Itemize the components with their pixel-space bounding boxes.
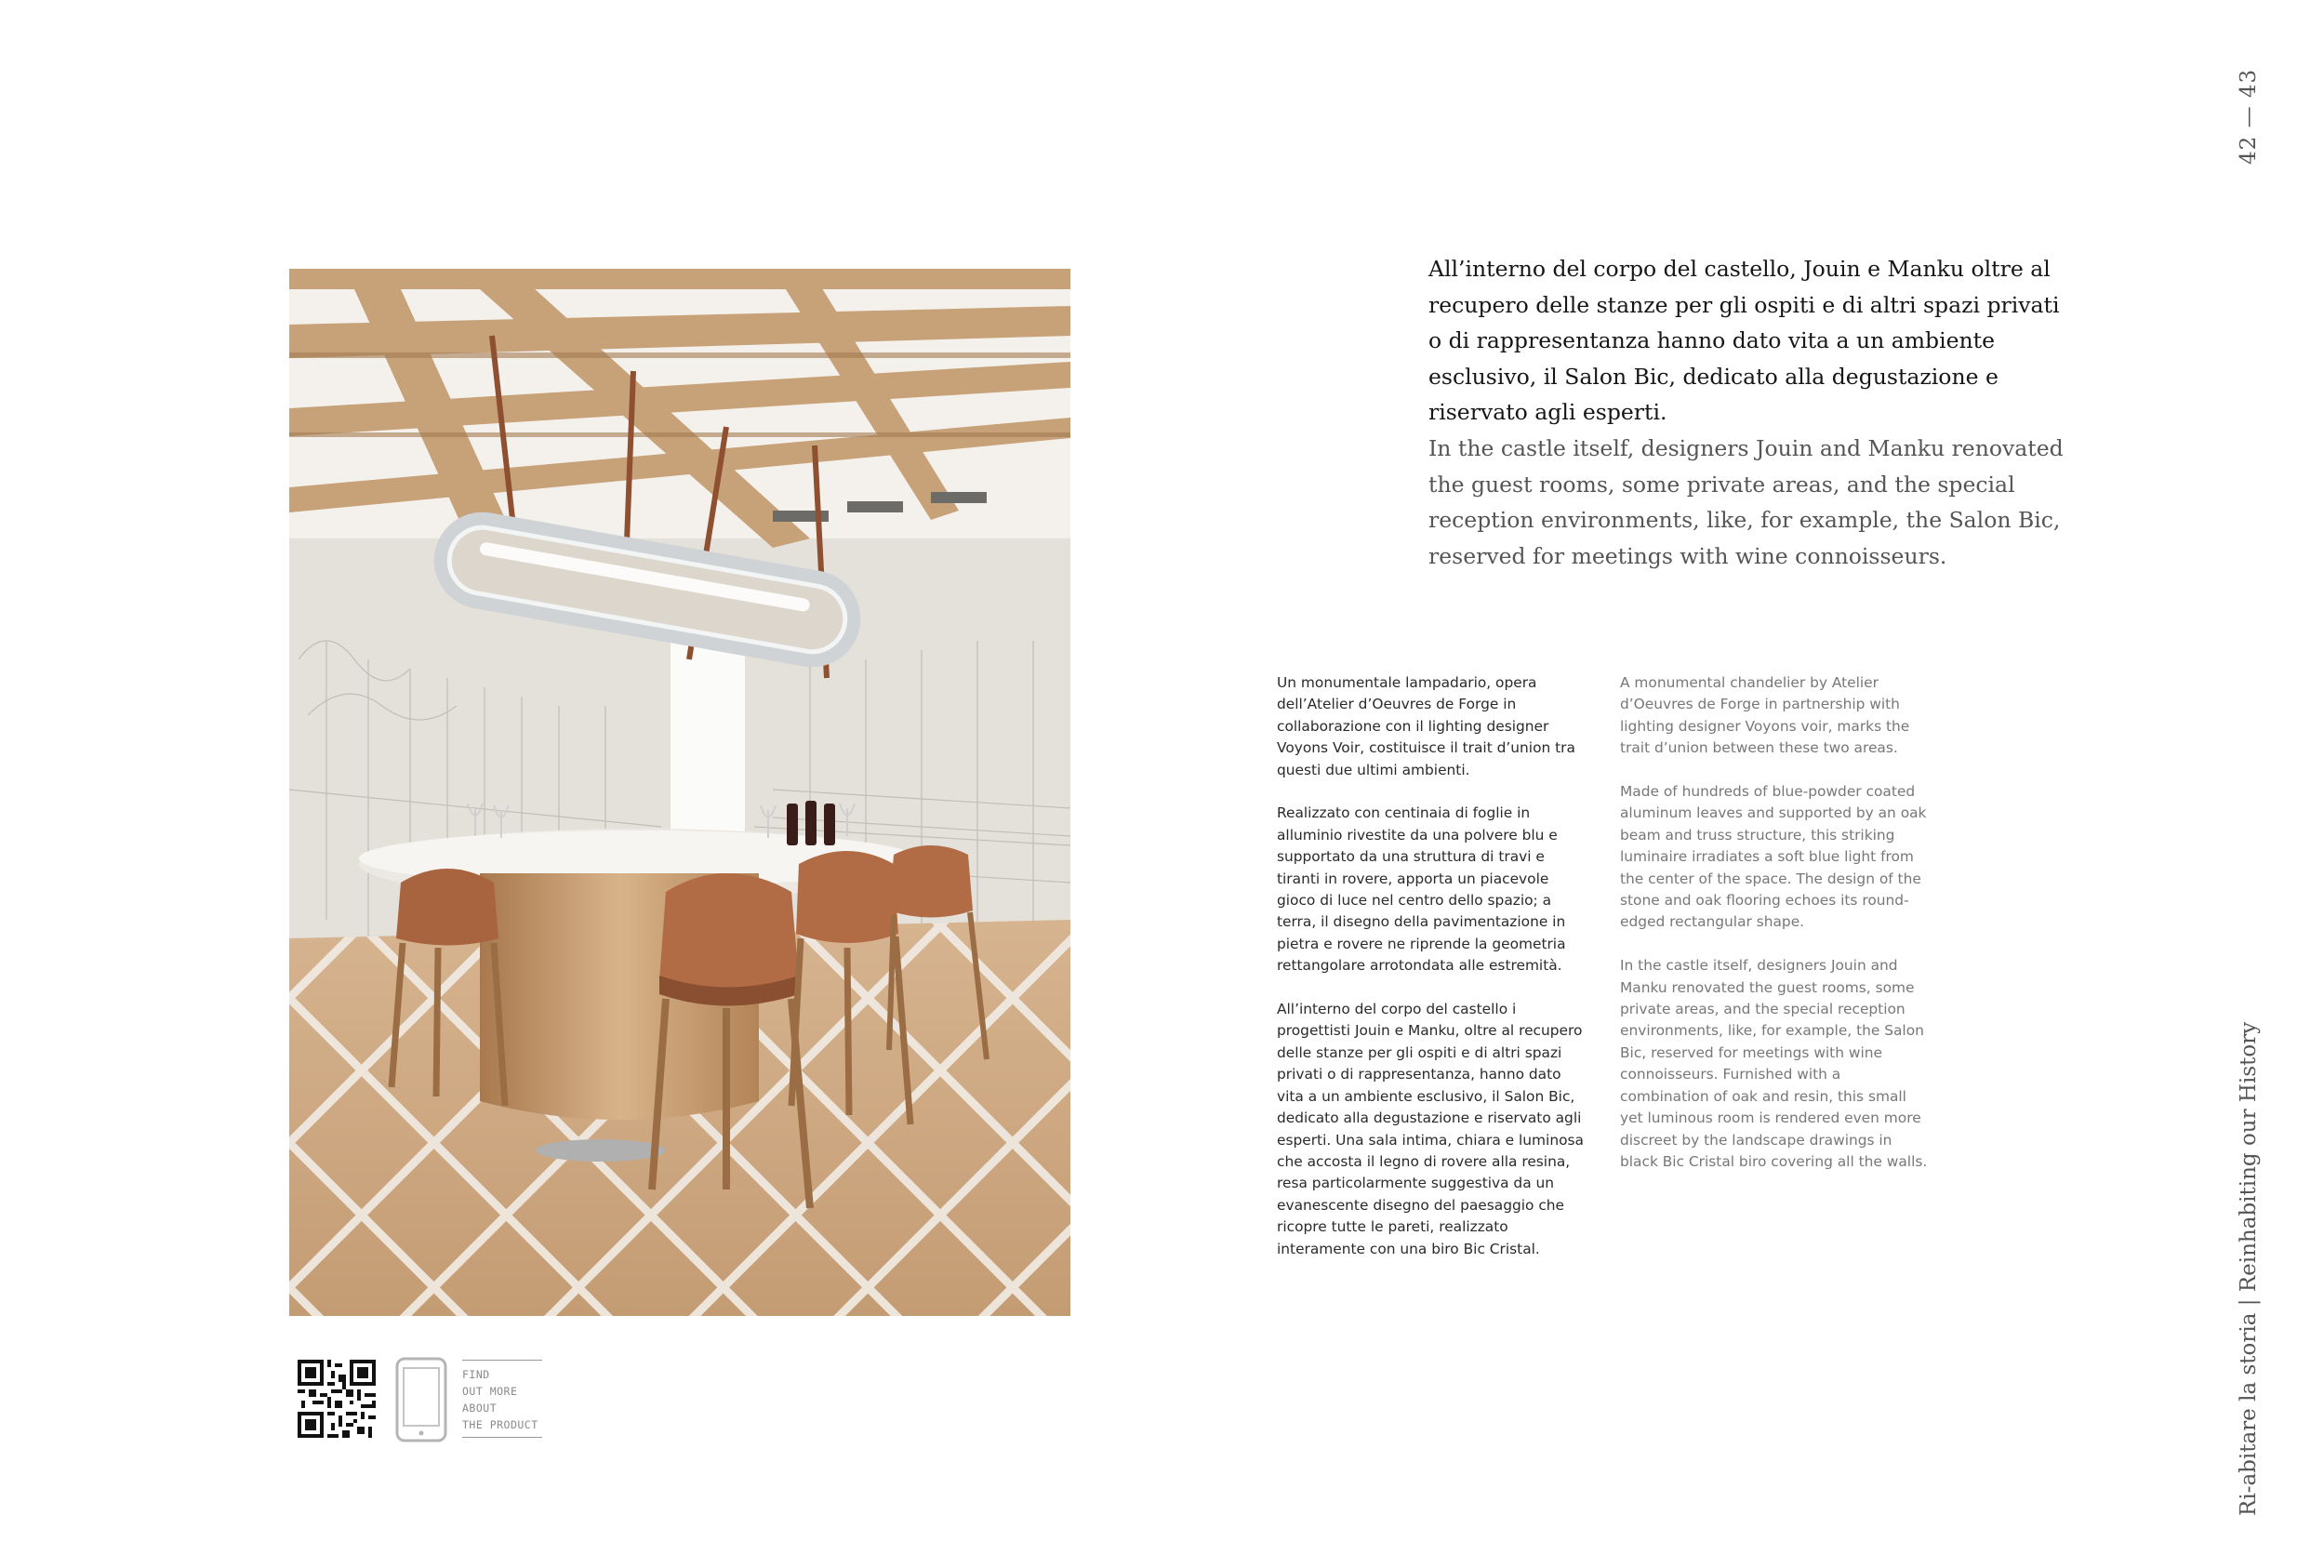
- lead-english: In the castle itself, designers Jouin and Manku renovated the guest rooms, some private areas, and the special reception environments, like, for example, the Salon Bic, reserved for meetings with wine connoisseurs.: [1428, 434, 2064, 569]
- lead-paragraph: [1428, 251, 2079, 574]
- running-title: Ri-abitare la storia | Reinhabiting our History: [2237, 1021, 2261, 1516]
- body-en-paragraph: Made of hundreds of blue-powder coated aluminum leaves and supported by an oak beam and truss structure, this striking luminaire irradiates a soft blue light from the center of the space. The design of the stone and oak flooring echoes its round-edged rectangular shape.: [1620, 783, 1927, 931]
- find-out-more-link[interactable]: [462, 1360, 542, 1438]
- lead-italian: All’interno del corpo del castello, Jouin e Manku oltre al recupero delle stanze per gli ospiti e di altri spazi privati o di rappresentanza hanno dato vita a un ambiente esclusivo, il Salon Bic, dedicato alla degustazione e riservato agli esperti.: [1428, 256, 2060, 426]
- tablet-icon[interactable]: [395, 1357, 447, 1442]
- body-en-paragraph: A monumental chandelier by Atelier d’Oeuvres de Forge in partnership with lighting designer Voyons voir, marks the trait d’union between these two areas.: [1620, 674, 1910, 757]
- qr-code-icon[interactable]: [298, 1360, 376, 1438]
- body-it-paragraph: All’interno del corpo del castello i progettisti Jouin e Manku, oltre al recupero delle stanze per gli ospiti e di altri spazi privati o di rappresentanza, hanno dato vita a un ambiente esclusivo, il Salon Bic, dedicato alla degustazione e riservato agli esperti. Una sala intima, chiara e luminosa che accosta il legno di rovere alla resina, resa particolarmente suggestiva da un evanescente disegno del paesaggio che ricopre tutte le pareti, realizzato interamente con una biro Bic Cristal.: [1277, 1001, 1584, 1257]
- body-it-paragraph: Un monumentale lampadario, opera dell’Atelier d’Oeuvres de Forge in collaborazione con il lighting designer Voyons Voir, costituisce il trait d’union tra questi due ultimi ambienti.: [1277, 674, 1575, 778]
- find-out-line: ABOUT: [462, 1402, 498, 1415]
- body-en-paragraph: In the castle itself, designers Jouin and Manku renovated the guest rooms, some private areas, and the special reception environments, like, for example, the Salon Bic, reserved for meetings with wine connoisseurs. Furnished with a combination of oak and resin, this small yet luminous room is rendered even more discreet by the landscape drawings in black Bic Cristal biro covering all the walls.: [1620, 957, 1928, 1170]
- page-number: 42 — 43: [2237, 68, 2261, 165]
- find-out-line: THE PRODUCT: [462, 1418, 538, 1431]
- find-out-line: OUT MORE: [462, 1385, 518, 1398]
- body-it-paragraph: Realizzato con centinaia di foglie in alluminio rivestite da una polvere blu e supportato da una struttura di travi e tiranti in rovere, apporta un piacevole gioco di luce nel centro dello spazio; a terra, il disegno della pavimentazione in pietra e rovere ne riprende la geometria rettangolare arrotondata alle estremità.: [1277, 804, 1566, 975]
- salon-bic-photo: [289, 269, 1070, 1316]
- body-column-english: [1620, 672, 1932, 1195]
- body-column-italian: [1277, 672, 1588, 1282]
- find-out-line: FIND: [462, 1368, 490, 1381]
